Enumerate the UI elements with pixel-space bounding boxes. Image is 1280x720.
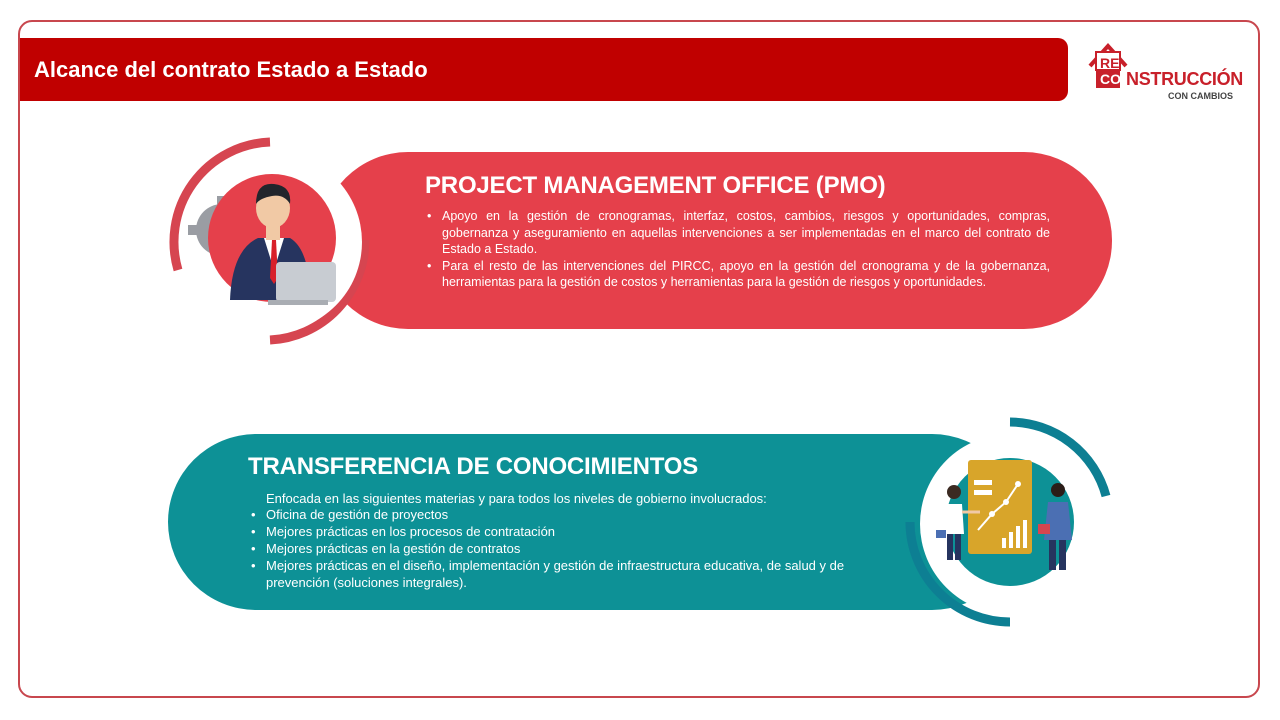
transfer-list-item: • Mejores prácticas en la gestión de contratos — [248, 540, 848, 557]
transfer-list — [248, 506, 848, 591]
transfer-intro: Enfocada en las siguientes materias y para todos los niveles de gobierno involucrados: — [266, 491, 767, 506]
title-bar — [20, 38, 1068, 101]
logo — [1088, 42, 1243, 104]
transfer-title: TRANSFERENCIA DE CONOCIMIENTOS — [248, 453, 699, 480]
transfer-list-item: • Mejores prácticas en el diseño, implementación y gestión de infraestructura educativa, de salud y de prevención (soluciones integrales). — [248, 557, 848, 591]
businessman-laptop-icon — [160, 130, 390, 350]
logo-re: RE — [1100, 55, 1120, 71]
pmo-list-item: • Para el resto de las intervenciones del PIRCC, apoyo en la gestión del cronograma y de la gobernanza, herramientas para la gestión de costos y herramientas para la gestión de riesgos y oportunidades. — [425, 258, 1050, 291]
logo-tagline: CON CAMBIOS — [1168, 91, 1233, 101]
logo-wordmark: NSTRUCCIÓN — [1126, 69, 1243, 89]
transfer-list-item: • Oficina de gestión de proyectos — [248, 506, 848, 523]
logo-co: CO — [1100, 71, 1121, 87]
page-title: Alcance del contrato Estado a Estado — [34, 56, 428, 82]
transfer-list-item: • Mejores prácticas en los procesos de contratación — [248, 523, 848, 540]
pmo-list — [425, 208, 1050, 291]
pmo-list-item: • Apoyo en la gestión de cronogramas, interfaz, costos, cambios, riesgos y oportunidades, compras, gobernanza y aseguramiento en aquellas intervenciones a ser implementadas en el marco del contrato de Estado a Estado. — [425, 208, 1050, 258]
pmo-title: PROJECT MANAGEMENT OFFICE (PMO) — [425, 172, 886, 199]
presentation-chart-icon — [898, 412, 1128, 632]
